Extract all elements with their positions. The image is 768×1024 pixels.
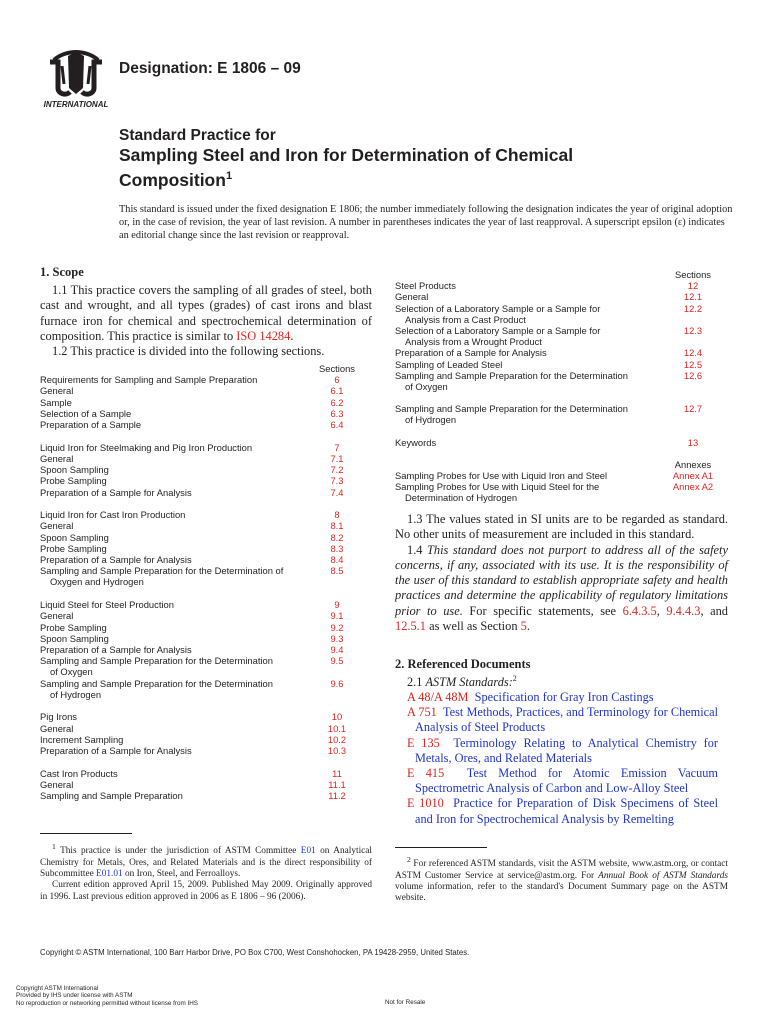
toc-left-entry[interactable] — [40, 678, 372, 700]
toc-section-number[interactable]: 12.4 — [683, 347, 703, 359]
toc-section-number[interactable]: 12.3 — [683, 325, 703, 337]
toc-left-entry[interactable] — [40, 487, 372, 498]
toc-left-entry[interactable] — [40, 633, 372, 644]
toc-entry-label: Sampling and Sample Preparation for the Determination — [395, 403, 628, 415]
toc-entry-label-continued: of Oxygen — [405, 381, 448, 393]
toc-left-entry[interactable] — [40, 442, 372, 453]
toc-section-number[interactable]: 9.6 — [330, 677, 344, 689]
reference-item — [395, 736, 718, 766]
toc-right-entry[interactable] — [395, 437, 728, 448]
toc-section-number[interactable]: 12.5 — [683, 358, 703, 370]
refdocs-sub-label: ASTM Standards: — [425, 675, 513, 690]
reference-code-link[interactable]: E 415 — [407, 766, 445, 781]
reference-spacer — [444, 796, 453, 810]
ref-list — [395, 690, 718, 827]
reference-title-link[interactable]: Test Method for Atomic Emission Vacuum Spectrometric Analysis of Carbon and Low-Alloy Steel — [415, 766, 718, 796]
toc-section-number[interactable]: 8.2 — [330, 531, 344, 543]
toc-section-number[interactable]: 10 — [331, 711, 343, 723]
link-section-5[interactable]: 5 — [520, 619, 527, 634]
toc-spacer — [40, 756, 372, 768]
toc-section-number[interactable]: 6.4 — [330, 419, 344, 431]
reference-code-link[interactable]: E 1010 — [407, 796, 444, 811]
reference-title-link[interactable]: Test Methods, Practices, and Terminology for Chemical Analysis of Steel Products — [415, 705, 718, 735]
toc-entry-label: Liquid Iron for Cast Iron Production — [40, 509, 186, 521]
toc-entry-label: Sampling and Sample Preparation — [40, 790, 183, 802]
toc-entry-label: General — [40, 385, 74, 397]
reference-title-link[interactable]: Terminology Relating to Analytical Chemistry for Metals, Ores, and Related Materials — [415, 735, 718, 765]
toc-entry-label: Probe Sampling — [40, 542, 107, 554]
toc-entry-label: Liquid Steel for Steel Production — [40, 599, 174, 611]
scope-1-1-text: 1.1 This practice covers the sampling of all grades of steel, both cast and wrought, and all types (grades) of cast irons and blast furnace iron for chemical and spectrochemical determination of composition. This practice is similar to — [40, 283, 372, 343]
toc-left-entry[interactable] — [40, 419, 372, 430]
document-title — [119, 126, 573, 191]
toc-entry-label-continued: Analysis from a Wrought Product — [405, 336, 542, 348]
footnote-1 — [40, 841, 372, 903]
toc-left-entry[interactable] — [40, 723, 372, 734]
toc-entry-label: Preparation of a Sample for Analysis — [40, 745, 192, 757]
link-9-4-4-3[interactable]: 9.4.4.3 — [666, 603, 701, 618]
toc-section-number[interactable]: 10.3 — [327, 745, 347, 757]
toc-left-entry[interactable] — [40, 464, 372, 475]
reference-spacer — [440, 736, 454, 750]
toc-left-entry[interactable] — [40, 565, 372, 587]
title-line-2: Sampling Steel and Iron for Determination of Chemical — [119, 145, 574, 165]
toc-right-entry[interactable] — [395, 280, 728, 291]
toc-entry-label-continued: of Hydrogen — [405, 414, 457, 426]
refdocs-sub-marker: 2 — [512, 674, 517, 683]
annexes-header-label: Annexes — [674, 458, 712, 470]
toc-entry-label: Probe Sampling — [40, 621, 107, 633]
toc-entry-label: Sampling of Leaded Steel — [395, 358, 503, 370]
toc-entry-label: Cast Iron Products — [40, 767, 118, 779]
toc-section-number[interactable]: 9.4 — [330, 643, 344, 655]
toc-entry-label: Spoon Sampling — [40, 632, 109, 644]
toc-entry-label: Increment Sampling — [40, 733, 124, 745]
toc-entry-label-continued: Oxygen and Hydrogen — [50, 576, 144, 588]
toc-right-entry[interactable] — [395, 403, 728, 425]
toc-entry-label: General — [40, 722, 74, 734]
footnote-2-marker: 2 — [407, 855, 411, 864]
toc-spacer — [40, 430, 372, 442]
toc-left-entry[interactable] — [40, 374, 372, 385]
scope-1-1-end: . — [290, 328, 294, 343]
toc-left-entry[interactable] — [40, 543, 372, 554]
toc-spacer — [40, 588, 372, 600]
toc-entry-label: Probe Sampling — [40, 475, 107, 487]
toc-section-number[interactable]: 11 — [332, 767, 342, 779]
toc-entry-label: Preparation of a Sample for Analysis — [395, 347, 547, 359]
toc-section-number[interactable]: 10.1 — [327, 722, 347, 734]
toc-section-number[interactable]: 8 — [334, 509, 340, 521]
toc-entry-label: Keywords — [395, 436, 437, 448]
toc-spacer — [395, 448, 728, 459]
toc-section-number[interactable]: 9.5 — [330, 655, 344, 667]
title-line-3-text: Composition — [119, 169, 226, 190]
toc-section-number[interactable]: 7.2 — [330, 464, 344, 476]
toc-entry-label-continued: Determination of Hydrogen — [405, 492, 518, 504]
reference-spacer — [444, 766, 467, 780]
toc-left-entry[interactable] — [40, 745, 372, 756]
footnote-1-text-b: on Analytical Chemistry for Metals, Ores, and Related Materials and is the direct responsibility of Subcommittee — [40, 846, 373, 879]
scope-1-3: 1.3 The values stated in SI units are to be regarded as standard. No other units of measurement are included in this standard. — [395, 512, 728, 542]
toc-section-number[interactable]: 10.2 — [327, 733, 347, 745]
toc-entry-label: Selection of a Sample — [40, 407, 132, 419]
toc-entry-label: Selection of a Laboratory Sample or a Sample for — [395, 302, 601, 314]
sep-4: . — [526, 619, 530, 634]
toc-entry-label-continued: of Hydrogen — [50, 688, 102, 700]
toc-entry-label: General — [395, 291, 429, 303]
toc-right — [395, 269, 728, 504]
toc-entry-label-continued: Analysis from a Cast Product — [405, 313, 526, 325]
toc-entry-label: Liquid Iron for Steelmaking and Pig Iron Production — [40, 441, 253, 453]
title-footnote-marker: 1 — [225, 170, 233, 182]
scope-1-1 — [40, 283, 372, 344]
footnote-2-text-a: For referenced ASTM standards, visit the ASTM website, www.astm.org, or contact ASTM Customer Service at service@astm.org. For — [395, 859, 728, 881]
title-line-1: Standard Practice for — [119, 127, 276, 144]
footnote-rule-right — [395, 847, 487, 848]
toc-left-entry[interactable] — [40, 599, 372, 610]
scope-paragraphs — [40, 283, 372, 359]
toc-right-entry[interactable] — [395, 359, 728, 370]
toc-entry-label: Pig Irons — [40, 711, 77, 723]
toc-spacer — [395, 426, 728, 437]
footnote-1-para-2: Current edition approved April 15, 2009. Published May 2009. Originally approved in 1996. Last previous edition approved in 2006 as E 1806 – 96 (2006). — [40, 880, 372, 902]
reference-title-link[interactable]: Specification for Gray Iron Castings — [474, 690, 654, 704]
reference-item — [395, 690, 718, 705]
license-line-2: Provided by IHS under license with ASTM — [16, 992, 133, 1000]
astm-standards-subheading — [395, 674, 740, 690]
toc-right-entry[interactable] — [395, 370, 728, 392]
toc-entry-label: Sample — [40, 396, 72, 408]
toc-section-number[interactable]: Annex A1 — [672, 470, 714, 482]
toc-left-header-label: Sections — [319, 363, 355, 374]
toc-left-entry[interactable] — [40, 655, 372, 677]
toc-entry-label-continued: of Oxygen — [50, 666, 93, 678]
toc-entry-label: General — [40, 452, 74, 464]
toc-left-entry[interactable] — [40, 790, 372, 801]
toc-section-number[interactable]: 7 — [334, 441, 340, 453]
footnote-2-para — [395, 854, 728, 905]
toc-left-entry[interactable] — [40, 453, 372, 464]
annexes-header — [395, 459, 728, 470]
toc-left-entry[interactable] — [40, 610, 372, 621]
toc-left-entry[interactable] — [40, 711, 372, 722]
toc-section-number[interactable]: 9.1 — [330, 610, 344, 622]
license-line-1: Copyright ASTM International — [16, 985, 99, 992]
link-6-4-3-5[interactable]: 6.4.3.5 — [622, 603, 657, 618]
toc-annex-entry[interactable] — [395, 481, 728, 503]
toc-entry-label: Preparation of a Sample for Analysis — [40, 554, 192, 566]
toc-section-number[interactable]: 9.3 — [330, 632, 344, 644]
reference-title-link[interactable]: Practice for Preparation of Disk Specimens of Steel and Iron for Spectrochemical Analysis by Remelting — [415, 796, 718, 826]
scope-1-4 — [395, 543, 728, 635]
footnote-1-para-1 — [40, 841, 372, 880]
toc-section-number[interactable]: 6.2 — [330, 396, 344, 408]
toc-entry-label: Sampling Probes for Use with Liquid Steel for the — [395, 481, 600, 493]
footnote-rule-left — [40, 833, 132, 834]
toc-section-number[interactable]: 7.4 — [330, 486, 344, 498]
toc-section-number[interactable]: 13 — [687, 436, 699, 448]
toc-section-number[interactable]: 6 — [334, 374, 340, 386]
toc-left-entry[interactable] — [40, 779, 372, 790]
designation: Designation: E 1806 – 09 — [119, 60, 301, 77]
copyright-line: Copyright © ASTM International, 100 Barr Harbor Drive, PO Box C700, West Conshohocken, PA 19428-2959, United States. — [40, 948, 470, 957]
toc-right-entry[interactable] — [395, 347, 728, 358]
footnote-2 — [395, 854, 728, 905]
not-for-resale: Not for Resale — [385, 999, 426, 1006]
toc-right-header — [395, 269, 728, 280]
toc-section-number[interactable]: 11.2 — [328, 790, 346, 802]
issue-note: This standard is issued under the fixed designation E 1806; the number immediately following the designation indicates the year of original adoption or, in the case of revision, the year of last revision. A number in parentheses indicates the year of last reapproval. A superscript epsilon (ε) indicates an editorial change since the last revision or reapproval. — [119, 204, 733, 241]
footnote-2-italic: Annual Book of ASTM Standards — [598, 870, 728, 881]
toc-spacer — [40, 498, 372, 510]
footnote-2-text-b: volume information, refer to the standard's Document Summary page on the ASTM website. — [395, 881, 728, 904]
toc-left-entry[interactable] — [40, 385, 372, 396]
toc-left-header — [40, 363, 372, 374]
toc-section-number[interactable]: 9 — [334, 599, 340, 611]
refdocs-heading: 2. Referenced Documents — [395, 657, 531, 671]
scope-heading: 1. Scope — [40, 265, 84, 279]
toc-section-number[interactable]: 6.1 — [330, 385, 344, 397]
astm-logo-icon — [40, 48, 112, 110]
toc-section-number[interactable]: 7.1 — [330, 452, 344, 464]
toc-entry-label: Sampling and Sample Preparation for the Determination — [40, 677, 273, 689]
toc-section-number[interactable]: 9.2 — [330, 621, 344, 633]
reference-code-link[interactable]: A 751 — [407, 705, 437, 720]
toc-section-number[interactable]: 12 — [687, 280, 699, 292]
toc-section-number[interactable]: 12.7 — [683, 403, 703, 415]
toc-right-header-label: Sections — [675, 269, 711, 280]
footnote-1-text-a: This practice is under the jurisdiction of ASTM Committee — [55, 846, 301, 857]
reference-code-link[interactable]: E 135 — [407, 735, 440, 750]
toc-section-number[interactable]: 11.1 — [328, 779, 346, 790]
toc-section-number[interactable]: 8.5 — [330, 565, 344, 577]
e01-01-link[interactable]: E01.01 — [96, 868, 123, 879]
toc-section-number[interactable]: 8.4 — [330, 554, 344, 566]
iso-14284-link[interactable]: ISO 14284 — [236, 328, 291, 343]
reference-item — [395, 796, 718, 826]
toc-entry-label: Sampling and Sample Preparation for the Determination — [395, 369, 628, 381]
sep-3: as well as Section — [425, 619, 521, 634]
license-line-3: No reproduction or networking permitted without license from IHS — [16, 999, 198, 1007]
toc-entry-label: Preparation of a Sample for Analysis — [40, 643, 192, 655]
toc-section-number[interactable]: 12.1 — [683, 291, 703, 303]
toc-right-entry[interactable] — [395, 303, 728, 325]
toc-entry-label: Spoon Sampling — [40, 531, 109, 543]
footnote-1-text-c: on Iron, Steel, and Ferroalloys. — [122, 868, 241, 879]
link-12-5-1[interactable]: 12.5.1 — [395, 619, 426, 634]
toc-entry-label: General — [40, 779, 74, 790]
reference-item — [395, 705, 718, 735]
sep-2: , and — [700, 603, 729, 618]
toc-left-entry[interactable] — [40, 509, 372, 520]
toc-spacer — [40, 700, 372, 712]
scope-1-2: 1.2 This practice is divided into the following sections. — [52, 344, 325, 359]
sep-1: , — [656, 603, 667, 618]
scope-1-4-num: 1.4 — [407, 542, 428, 557]
toc-left-entry[interactable] — [40, 397, 372, 408]
footnote-1-marker: 1 — [52, 842, 56, 851]
scope-continued — [395, 512, 728, 634]
scope-1-4-tail: For specific statements, see — [462, 603, 623, 618]
license-notice — [16, 985, 198, 1007]
toc-entry-label: Sampling and Sample Preparation for the Determination of — [40, 565, 284, 577]
toc-entry-label: Preparation of a Sample for Analysis — [40, 486, 192, 498]
scope-1-4-italic: This standard does not purport to address all of the safety concerns, if any, associated with its use. It is the responsibility of the user of this standard to establish appropriate safety and health practices and determine the applicability of regulatory limitations prior to use. — [395, 542, 728, 618]
refdocs-sub-num: 2.1 — [407, 675, 426, 690]
toc-left-entry[interactable] — [40, 532, 372, 543]
toc-spacer — [395, 392, 728, 403]
logo-wordmark: INTERNATIONAL — [43, 100, 109, 109]
toc-entry-label: General — [40, 520, 74, 532]
toc-left-entry[interactable] — [40, 622, 372, 633]
toc-section-number[interactable]: 8.1 — [330, 520, 344, 532]
toc-left-entry[interactable] — [40, 408, 372, 419]
toc-section-number[interactable]: 6.3 — [330, 407, 344, 419]
toc-entry-label: Steel Products — [395, 280, 456, 292]
reference-code-link[interactable]: A 48/A 48M — [407, 690, 469, 704]
toc-entry-label: Preparation of a Sample — [40, 419, 142, 431]
toc-section-number[interactable]: 8.3 — [330, 542, 344, 554]
toc-right-entry[interactable] — [395, 291, 728, 302]
toc-left-entry[interactable] — [40, 520, 372, 531]
toc-entry-label: General — [40, 610, 74, 622]
toc-annex-entry[interactable] — [395, 470, 728, 481]
title-line-3 — [119, 166, 573, 191]
toc-left-entry[interactable] — [40, 554, 372, 565]
toc-entry-label: Spoon Sampling — [40, 464, 109, 476]
toc-left-entry[interactable] — [40, 768, 372, 779]
toc-entry-label: Sampling and Sample Preparation for the Determination — [40, 655, 273, 667]
reference-item — [395, 766, 718, 796]
toc-section-number[interactable]: 12.6 — [683, 369, 703, 381]
toc-entry-label: Requirements for Sampling and Sample Preparation — [40, 374, 258, 386]
toc-entry-label: Selection of a Laboratory Sample or a Sample for — [395, 325, 601, 337]
toc-section-number[interactable]: 7.3 — [330, 475, 344, 487]
toc-left-entry[interactable] — [40, 734, 372, 745]
toc-right-entry[interactable] — [395, 325, 728, 347]
toc-section-number[interactable]: 12.2 — [683, 302, 703, 314]
toc-left-entry[interactable] — [40, 475, 372, 486]
e01-link[interactable]: E01 — [300, 846, 316, 857]
toc-entry-label: Sampling Probes for Use with Liquid Iron and Steel — [395, 470, 608, 482]
toc-left-entry[interactable] — [40, 644, 372, 655]
toc-section-number[interactable]: Annex A2 — [672, 481, 714, 493]
astm-logo — [40, 48, 112, 110]
toc-left — [40, 363, 372, 801]
